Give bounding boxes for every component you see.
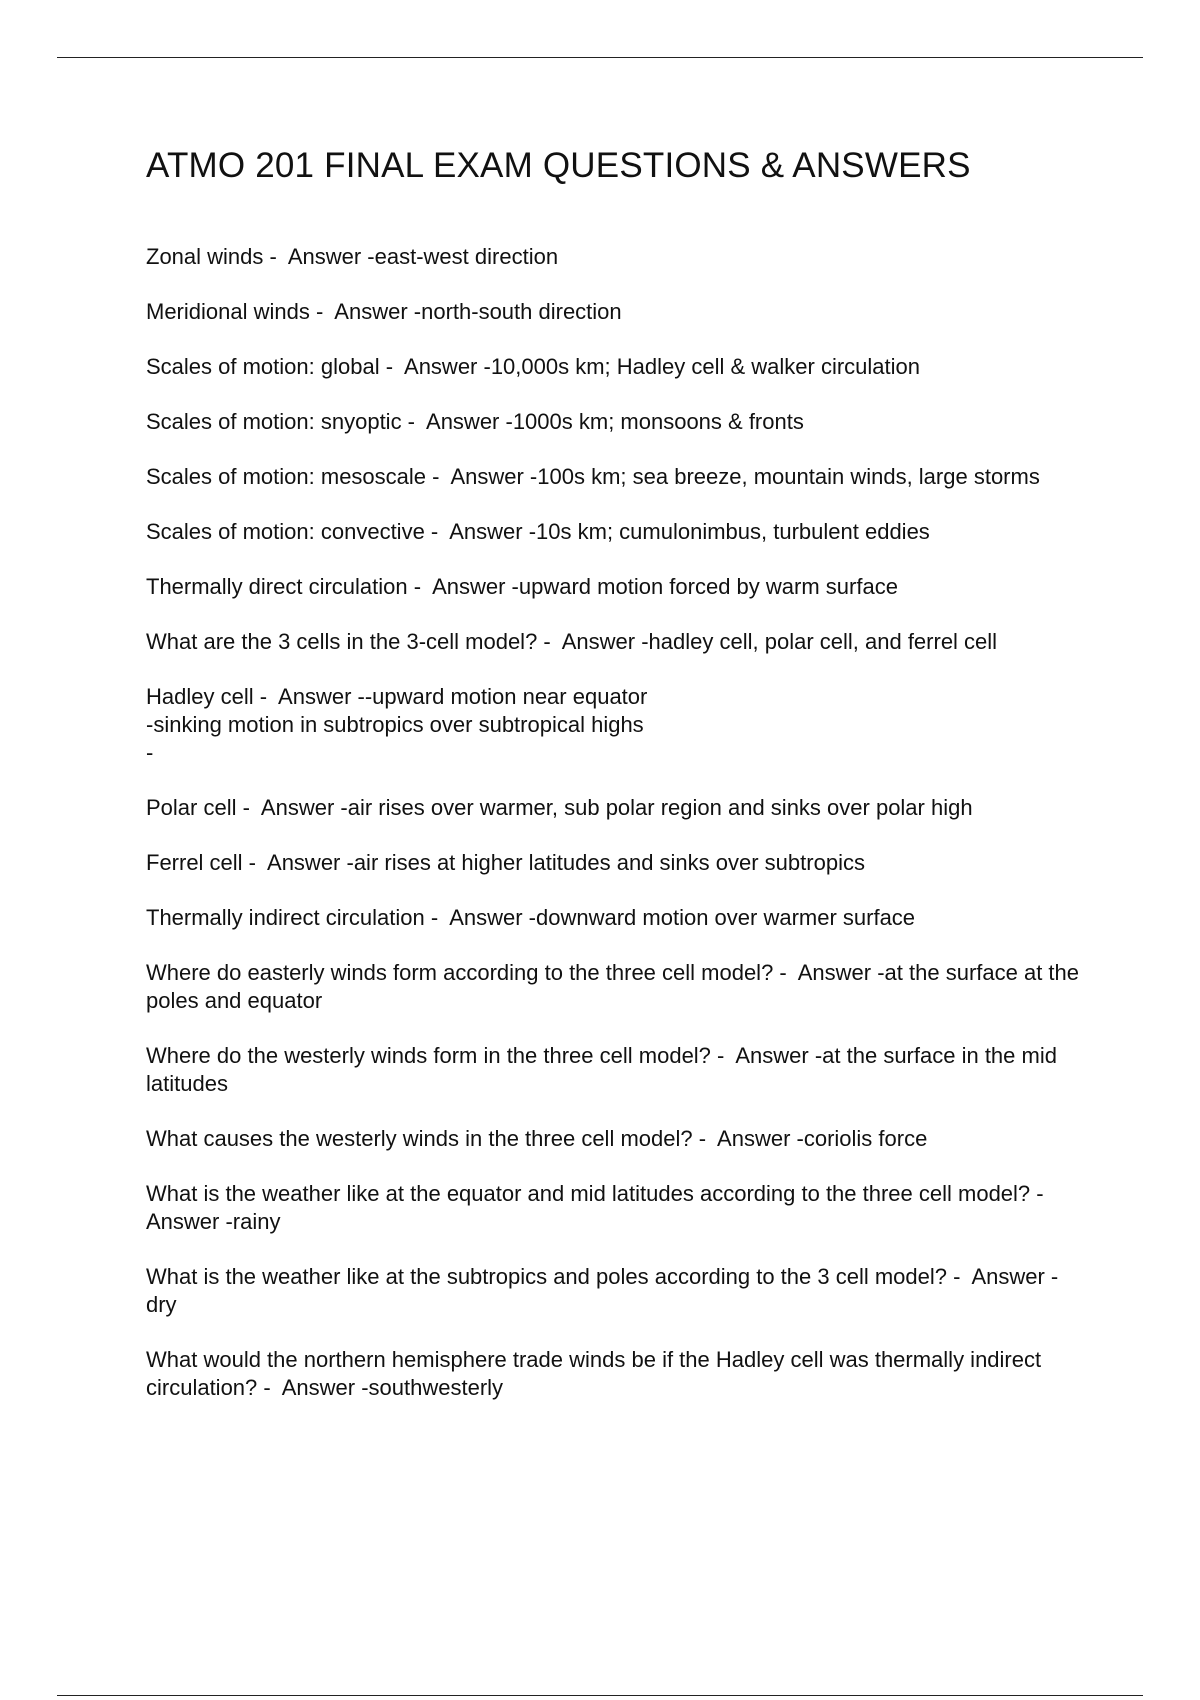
top-divider	[57, 57, 1143, 58]
qa-item: Ferrel cell - Answer -air rises at higher latitudes and sinks over subtropics	[146, 850, 865, 875]
qa-item: Thermally direct circulation - Answer -upward motion forced by warm surface	[146, 574, 898, 599]
qa-item: Hadley cell - Answer --upward motion near equator -sinking motion in subtropics over subtropical highs -	[146, 684, 648, 765]
qa-item: Scales of motion: snyoptic - Answer -1000s km; monsoons & fronts	[146, 409, 804, 434]
qa-item: Where do the westerly winds form in the three cell model? - Answer -at the surface in the mid latitudes	[146, 1043, 1064, 1096]
qa-item: Thermally indirect circulation - Answer -downward motion over warmer surface	[146, 905, 916, 930]
qa-item: Zonal winds - Answer -east-west direction	[146, 244, 559, 269]
qa-item: What are the 3 cells in the 3-cell model? - Answer -hadley cell, polar cell, and ferrel cell	[146, 629, 998, 654]
qa-item: What is the weather like at the equator and mid latitudes according to the three cell model? - Answer -rainy	[146, 1181, 1055, 1234]
qa-item: Polar cell - Answer -air rises over warmer, sub polar region and sinks over polar high	[146, 795, 973, 820]
qa-item: What is the weather like at the subtropics and poles according to the 3 cell model? - Answer -dry	[146, 1264, 1059, 1317]
bottom-divider	[57, 1695, 1143, 1696]
qa-item: Where do easterly winds form according to the three cell model? - Answer -at the surface at the poles and equator	[146, 960, 1086, 1013]
qa-item: Scales of motion: convective - Answer -10s km; cumulonimbus, turbulent eddies	[146, 519, 930, 544]
qa-list	[146, 243, 1086, 1429]
qa-item: Meridional winds - Answer -north-south direction	[146, 299, 622, 324]
qa-item: What would the northern hemisphere trade winds be if the Hadley cell was thermally indirect circulation? - Answer -southwesterly	[146, 1347, 1048, 1400]
qa-item: Scales of motion: mesoscale - Answer -100s km; sea breeze, mountain winds, large storms	[146, 464, 1040, 489]
qa-item: What causes the westerly winds in the three cell model? - Answer -coriolis force	[146, 1126, 928, 1151]
page-title: ATMO 201 FINAL EXAM QUESTIONS & ANSWERS	[146, 146, 971, 185]
qa-item: Scales of motion: global - Answer -10,000s km; Hadley cell & walker circulation	[146, 354, 921, 379]
